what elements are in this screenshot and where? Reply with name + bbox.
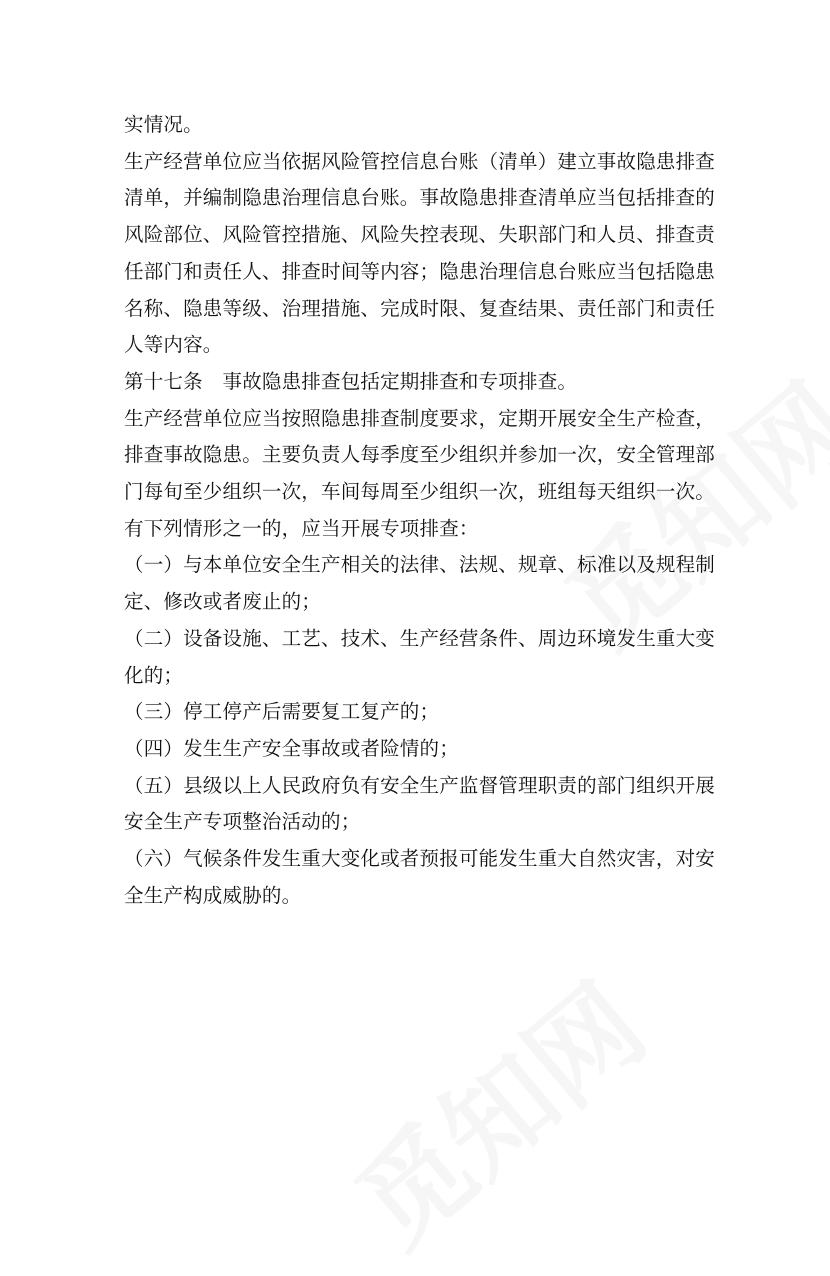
- list-item-2: （二）设备设施、工艺、技术、生产经营条件、周边环境发生重大变: [124, 626, 716, 650]
- list-item-6: （六）气候条件发生重大变化或者预报可能发生重大自然灾害，对安: [124, 847, 716, 871]
- text-line: 风险部位、风险管控措施、风险失控表现、失职部门和人员、排查责: [124, 223, 716, 247]
- text-line: 名称、隐患等级、治理措施、完成时限、复查结果、责任部门和责任: [124, 296, 716, 320]
- list-item-5-cont: 安全生产专项整治活动的；: [124, 810, 361, 834]
- list-item-1: （一）与本单位安全生产相关的法律、法规、规章、标准以及规程制: [124, 553, 716, 577]
- text-line: 排查事故隐患。主要负责人每季度至少组织并参加一次，安全管理部: [124, 443, 716, 467]
- list-item-3: （三）停工停产后需要复工复产的；: [124, 700, 440, 724]
- text-line: 清单，并编制隐患治理信息台账。事故隐患排查清单应当包括排查的: [124, 186, 716, 210]
- document-body: [124, 107, 716, 914]
- list-item-6-cont: 全生产构成威胁的。: [124, 883, 302, 907]
- text-line: 门每旬至少组织一次，车间每周至少组织一次，班组每天组织一次。: [124, 480, 716, 504]
- list-item-1-cont: 定、修改或者废止的；: [124, 590, 322, 614]
- list-item-5: （五）县级以上人民政府负有安全生产监督管理职责的部门组织开展: [124, 773, 716, 797]
- watermark: [318, 942, 672, 1275]
- text-line: 生产经营单位应当按照隐患排查制度要求，定期开展安全生产检查，: [124, 406, 716, 430]
- text-line: 生产经营单位应当依据风险管控信息台账（清单）建立事故隐患排查: [124, 149, 716, 173]
- text-line: 任部门和责任人、排查时间等内容；隐患治理信息台账应当包括隐患: [124, 259, 716, 283]
- text-line: 实情况。: [124, 113, 203, 136]
- list-item-2-cont: 化的；: [124, 663, 184, 687]
- text-line: 人等内容。: [124, 333, 223, 357]
- list-item-4: （四）发生生产安全事故或者险情的；: [124, 736, 459, 760]
- text-line: 有下列情形之一的，应当开展专项排查：: [124, 516, 479, 540]
- article-heading: 第十七条 事故隐患排查包括定期排查和专项排查。: [124, 369, 578, 393]
